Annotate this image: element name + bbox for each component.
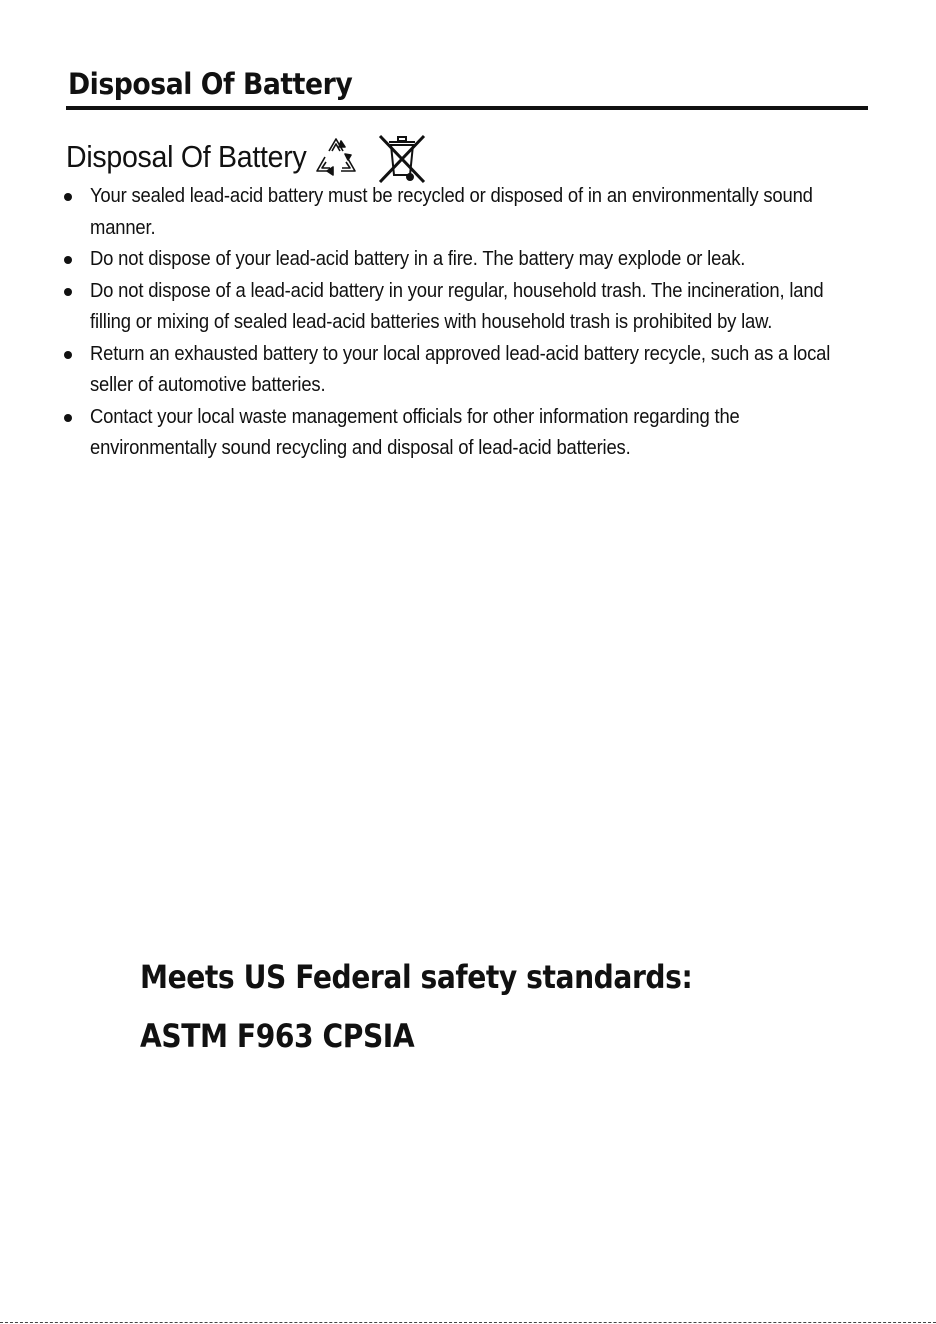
list-item xyxy=(64,401,854,464)
list-item-text: Return an exhausted battery to your local approved lead-acid battery recycle, such as a local seller of automotive batteries. xyxy=(90,341,831,396)
recycle-icon xyxy=(311,135,361,179)
safety-standards-line: Meets US Federal safety standards: xyxy=(140,958,693,996)
section-heading-text: Disposal Of Battery xyxy=(66,139,307,174)
section-heading xyxy=(66,135,429,179)
list-item xyxy=(64,275,854,338)
bullet-icon xyxy=(64,414,72,422)
list-item-text: Do not dispose of a lead-acid battery in your regular, household trash. The incineration, land filling or mixing of sealed lead-acid batteries with household trash is prohibited by law. xyxy=(90,278,824,333)
bullet-icon xyxy=(64,288,72,296)
page-title: Disposal Of Battery xyxy=(68,67,353,101)
list-item xyxy=(64,180,854,243)
bullet-icon xyxy=(64,256,72,264)
list-item-text: Contact your local waste management officials for other information regarding the environmentally sound recycling and disposal of lead-acid batteries. xyxy=(90,404,740,459)
title-divider xyxy=(66,106,868,110)
safety-standards-codes: ASTM F963 CPSIA xyxy=(140,1017,415,1055)
list-item xyxy=(64,243,854,275)
bullet-icon xyxy=(64,351,72,359)
crossed-out-bin-icon xyxy=(375,133,429,183)
list-item xyxy=(64,338,854,401)
safety-standards-statement xyxy=(140,948,692,1066)
list-item-text: Your sealed lead-acid battery must be recycled or disposed of in an environmentally sound manner. xyxy=(90,184,813,239)
list-item-text: Do not dispose of your lead-acid battery in a fire. The battery may explode or leak. xyxy=(90,247,746,270)
disposal-instructions-list xyxy=(64,180,854,464)
bullet-icon xyxy=(64,193,72,201)
page-bottom-divider xyxy=(0,1322,936,1323)
